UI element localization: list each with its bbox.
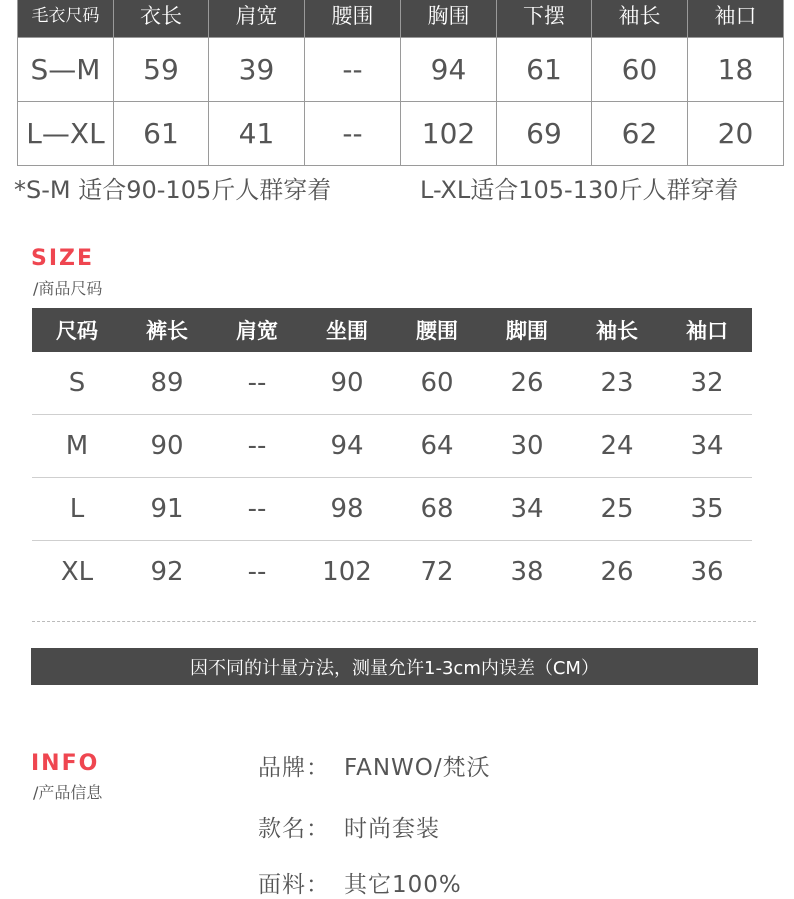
pants-size-table (32, 308, 752, 603)
table-cell: 38 (510, 557, 544, 587)
table-row (32, 352, 752, 415)
info-value: 其它100% (344, 872, 462, 898)
table-cell: 68 (392, 478, 482, 541)
table-cell: 61 (114, 102, 209, 166)
table-cell: 102 (401, 102, 497, 166)
table-cell: 72 (420, 557, 454, 587)
header-cell: 衣长 (114, 0, 209, 38)
table-cell: 26 (482, 352, 572, 415)
header-cell: 袖口 (688, 0, 784, 38)
table-cell: 35 (662, 478, 752, 541)
table-cell: S (32, 352, 122, 415)
table-cell: 61 (497, 38, 592, 102)
header-cell: 坐围 (302, 308, 392, 352)
info-style-row (258, 810, 440, 843)
table-cell: 23 (572, 352, 662, 415)
table-cell: S—M (18, 38, 114, 102)
table-row (32, 478, 752, 541)
header-cell: 腰围 (392, 308, 482, 352)
table-cell: 36 (690, 557, 724, 587)
table-cell: 41 (209, 102, 305, 166)
table-cell: -- (247, 557, 267, 587)
table-cell: 90 (122, 415, 212, 478)
info-label: 面料： (258, 872, 330, 898)
table-cell: 102 (322, 557, 372, 587)
table-cell: 32 (662, 352, 752, 415)
table-cell: 20 (688, 102, 784, 166)
table-cell: 60 (392, 352, 482, 415)
header-cell: 下摆 (497, 0, 592, 38)
table-cell: 30 (482, 415, 572, 478)
table-cell: 25 (572, 478, 662, 541)
table-cell: 90 (302, 352, 392, 415)
table-cell: 94 (401, 38, 497, 102)
table-cell: -- (305, 38, 401, 102)
table-cell: 94 (302, 415, 392, 478)
measurement-note-bar (31, 648, 758, 685)
info-label: 品牌： (258, 755, 330, 781)
table-cell: -- (305, 102, 401, 166)
table-cell: 39 (209, 38, 305, 102)
table-header-row (18, 0, 784, 38)
table-cell: 98 (302, 478, 392, 541)
table-row (32, 415, 752, 478)
header-cell: 袖长 (592, 0, 688, 38)
lxl-fit-note: L-XL适合105-130斤人群穿着 (420, 176, 739, 204)
table-header-row (32, 308, 752, 352)
table-cell: 26 (600, 557, 634, 587)
table-cell: 62 (592, 102, 688, 166)
table-cell: -- (212, 478, 302, 541)
table-cell: 18 (688, 38, 784, 102)
header-cell: 肩宽 (209, 0, 305, 38)
sweater-size-table (17, 0, 784, 166)
table-cell: M (32, 415, 122, 478)
table-cell: 64 (392, 415, 482, 478)
info-subtitle: /产品信息 (33, 783, 103, 802)
header-cell: 尺码 (32, 308, 122, 352)
table-cell: XL (60, 557, 94, 587)
info-title: INFO (31, 751, 100, 776)
header-cell: 毛衣尺码 (18, 0, 114, 38)
header-cell: 腰围 (305, 0, 401, 38)
size-subtitle: /商品尺码 (33, 279, 103, 298)
table-cell: -- (212, 415, 302, 478)
table-cell: 59 (114, 38, 209, 102)
info-brand-row (258, 749, 491, 782)
table-cell: 91 (122, 478, 212, 541)
table-row (32, 541, 752, 604)
header-cell: 肩宽 (212, 308, 302, 352)
table-row (18, 38, 784, 102)
header-cell: 胸围 (401, 0, 497, 38)
table-cell: 24 (572, 415, 662, 478)
table-cell: 89 (122, 352, 212, 415)
size-title: SIZE (31, 246, 95, 271)
dashed-divider (32, 621, 756, 622)
table-cell: 34 (482, 478, 572, 541)
table-row (18, 102, 784, 166)
table-cell: -- (212, 352, 302, 415)
table-cell: 60 (592, 38, 688, 102)
header-cell: 袖口 (662, 308, 752, 352)
measurement-note: 因不同的计量方法，测量允许1-3cm内误差（CM） (190, 657, 599, 679)
table-cell: L (32, 478, 122, 541)
table-cell: 69 (497, 102, 592, 166)
header-cell: 脚围 (482, 308, 572, 352)
header-cell: 袖长 (572, 308, 662, 352)
info-fabric-row (258, 866, 462, 899)
info-value: FANWO/梵沃 (344, 755, 491, 781)
table-cell: 92 (150, 557, 184, 587)
sm-fit-note: *S-M 适合90-105斤人群穿着 (14, 176, 332, 204)
table-cell: L—XL (18, 102, 114, 166)
info-value: 时尚套装 (344, 816, 440, 842)
header-cell: 裤长 (122, 308, 212, 352)
table-cell: 34 (662, 415, 752, 478)
info-label: 款名： (258, 816, 330, 842)
